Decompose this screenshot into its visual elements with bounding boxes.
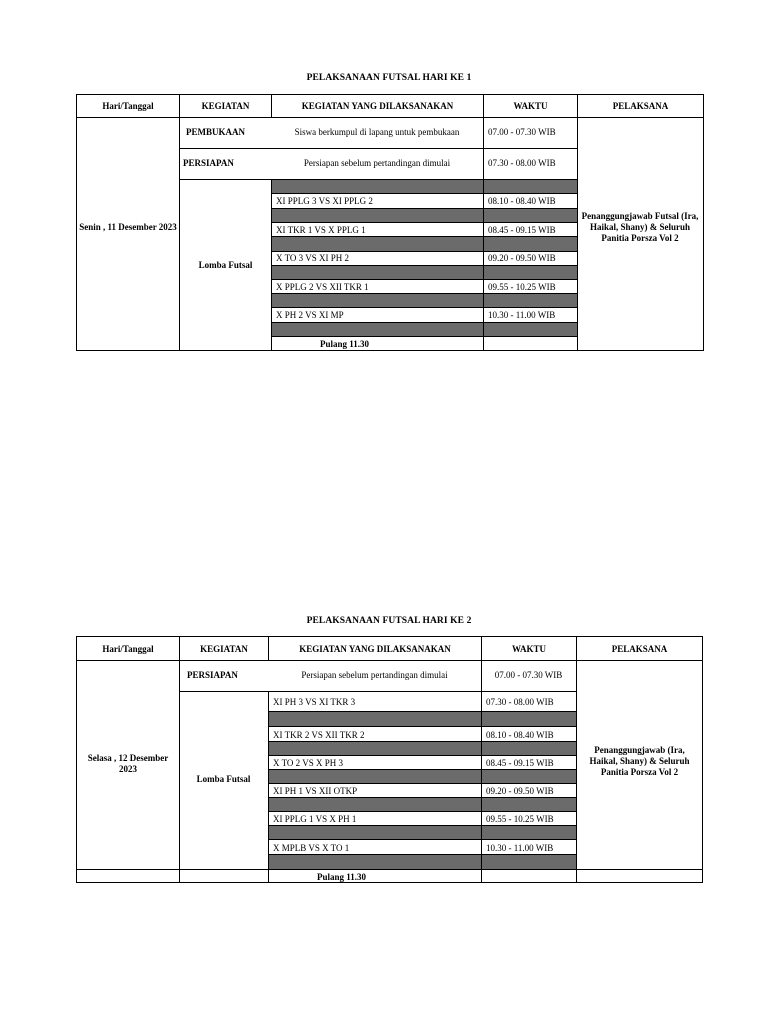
date-cell: Selasa , 12 Desember 2023 bbox=[87, 753, 169, 774]
detail-persiapan: Persiapan sebelum pertandingan dimulai bbox=[301, 670, 448, 680]
header-kegiatan-dilaksanakan: KEGIATAN YANG DILAKSANAKAN bbox=[301, 101, 454, 111]
match-time: 10.30 - 11.00 WIB bbox=[488, 310, 556, 320]
schedule-title-day1: PELAKSANAAN FUTSAL HARI KE 1 bbox=[306, 73, 472, 83]
grey-row bbox=[271, 209, 578, 222]
pulang-time: Pulang 11.30 bbox=[317, 872, 367, 882]
header-kegiatan: KEGIATAN bbox=[201, 101, 250, 111]
waktu-persiapan: 07.00 - 07.30 WIB bbox=[494, 670, 563, 680]
grey-row bbox=[271, 237, 578, 251]
match-time: 09.20 - 09.50 WIB bbox=[488, 253, 556, 263]
match-time: 08.45 - 09.15 WIB bbox=[486, 758, 554, 768]
match-name: X MPLB VS X TO 1 bbox=[273, 843, 350, 853]
grey-row bbox=[268, 826, 577, 839]
match-name: XI TKR 1 VS X PPLG 1 bbox=[276, 225, 366, 235]
match-time: 10.30 - 11.00 WIB bbox=[486, 843, 554, 853]
match-name: X PPLG 2 VS XII TKR 1 bbox=[276, 282, 369, 292]
kegiatan-lomba-futsal: Lomba Futsal bbox=[198, 260, 253, 270]
match-name: XI PH 3 VS XI TKR 3 bbox=[273, 697, 356, 707]
match-time: 08.10 - 08.40 WIB bbox=[486, 730, 554, 740]
header-pelaksana: PELAKSANA bbox=[611, 643, 668, 654]
match-name: X PH 2 VS XI MP bbox=[276, 310, 344, 320]
date-cell: Senin , 11 Desember 2023 bbox=[79, 222, 177, 232]
kegiatan-persiapan: PERSIAPAN bbox=[187, 670, 238, 680]
match-name: XI PPLG 3 VS XI PPLG 2 bbox=[276, 196, 373, 206]
match-time: 09.55 - 10.25 WIB bbox=[488, 282, 556, 292]
waktu-pembukaan: 07.00 - 07.30 WIB bbox=[488, 127, 556, 137]
header-kegiatan: KEGIATAN bbox=[200, 643, 248, 654]
match-name: X TO 2 VS X PH 3 bbox=[273, 758, 344, 768]
match-time: 07.30 - 08.00 WIB bbox=[486, 697, 554, 707]
detail-persiapan: Persiapan sebelum pertandingan dimulai bbox=[303, 158, 451, 168]
match-name: X TO 3 VS XI PH 2 bbox=[276, 253, 350, 263]
detail-pembukaan: Siswa berkumpul di lapang untuk pembukaan bbox=[294, 127, 460, 137]
grey-row bbox=[271, 180, 578, 193]
kegiatan-persiapan: PERSIAPAN bbox=[183, 158, 234, 168]
grey-row bbox=[271, 266, 578, 279]
match-name: XI PPLG 1 VS X PH 1 bbox=[273, 814, 357, 824]
schedule-title-day2: PELAKSANAAN FUTSAL HARI KE 2 bbox=[306, 616, 472, 626]
pelaksana-cell: Penanggungjawab (Ira, Haikal, Shany) & Seluruh Panitia Porsza Vol 2 bbox=[589, 745, 690, 777]
grey-row bbox=[268, 712, 577, 726]
match-time: 08.45 - 09.15 WIB bbox=[488, 225, 556, 235]
kegiatan-lomba-futsal: Lomba Futsal bbox=[196, 774, 251, 784]
header-waktu: WAKTU bbox=[511, 643, 546, 654]
waktu-persiapan: 07.30 - 08.00 WIB bbox=[488, 158, 556, 168]
grey-row bbox=[268, 798, 577, 811]
grey-row bbox=[268, 855, 577, 869]
grey-row bbox=[271, 294, 578, 307]
header-hari-tanggal: Hari/Tanggal bbox=[102, 643, 154, 654]
grey-row bbox=[268, 742, 577, 755]
match-time: 09.20 - 09.50 WIB bbox=[486, 786, 554, 796]
match-time: 08.10 - 08.40 WIB bbox=[488, 196, 556, 206]
grey-row bbox=[268, 770, 577, 783]
header-kegiatan-dilaksanakan: KEGIATAN YANG DILAKSANAKAN bbox=[299, 643, 451, 654]
grey-row bbox=[271, 322, 578, 336]
pelaksana-cell: Penanggungjawab Futsal (Ira, Haikal, Shany) & Seluruh Panitia Porsza Vol 2 bbox=[581, 211, 699, 243]
match-name: XI TKR 2 VS XII TKR 2 bbox=[273, 730, 365, 740]
header-hari-tanggal: Hari/Tanggal bbox=[102, 101, 154, 111]
header-waktu: WAKTU bbox=[513, 101, 548, 111]
header-pelaksana: PELAKSANA bbox=[612, 101, 669, 111]
match-name: XI PH 1 VS XII OTKP bbox=[273, 786, 358, 796]
pulang-time: Pulang 11.30 bbox=[320, 339, 370, 349]
match-time: 09.55 - 10.25 WIB bbox=[486, 814, 554, 824]
kegiatan-pembukaan: PEMBUKAAN bbox=[186, 127, 245, 137]
